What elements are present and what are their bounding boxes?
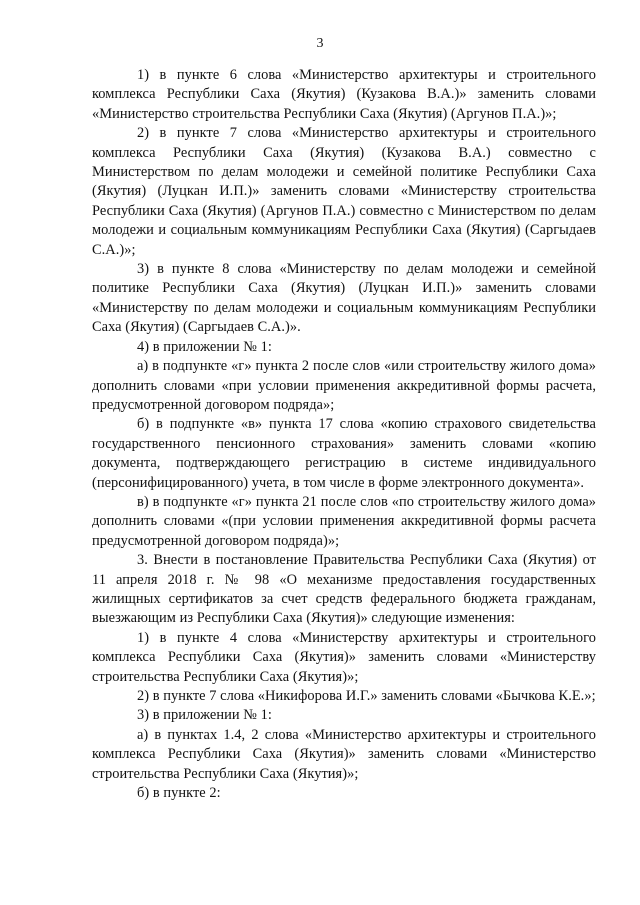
- paragraph-13: б) в пункте 2:: [137, 785, 221, 802]
- paragraph-7: в) в подпункте «г» пункта 21 после слов «по строительству жилого дома» дополнить словами «(при условии применения аккредитивной формы расчета предусмотренной договором подряда)»;: [92, 493, 596, 549]
- paragraph-12: а) в пунктах 1.4, 2 слова «Министерство архитектуры и строительного комплекса Республики Саха (Якутия)» заменить словами «Министерство строительства Республики Саха (Якутия)»;: [92, 726, 596, 782]
- paragraph-2: 2) в пункте 7 слова «Министерство архитектуры и строительного комплекса Республики Саха (Якутия) (Кузакова В.А.) совместно с Министерством по делам молодежи и семейной политике Республики Саха (Якутия) (Луцкан И.П.)» заменить словами «Министерству строительства Республики Саха (Якутия) (Аргунов П.А.) совместно с Министерством по делам молодежи и социальным коммуникациям Республики Саха (Якутия) (Саргыдаев С.А.)»;: [92, 125, 596, 258]
- document-body: [92, 66, 596, 803]
- page-number: 3: [316, 36, 324, 51]
- paragraph-6: б) в подпункте «в» пункта 17 слова «копию страхового свидетельства государственного пенсионного страхования» заменить словами «копию документа, подтверждающего регистрацию в системе индивидуального (персонифицированного) учета, в том числе в форме электронного документа».: [92, 416, 596, 491]
- paragraph-4: 4) в приложении № 1:: [137, 338, 272, 355]
- paragraph-11: 3) в приложении № 1:: [137, 707, 272, 724]
- paragraph-5: а) в подпункте «г» пункта 2 после слов «или строительству жилого дома» дополнить словами «при условии применения аккредитивной формы расчета, предусмотренной договором подряда»;: [92, 358, 596, 413]
- paragraph-9: 1) в пункте 4 слова «Министерству архитектуры и строительного комплекса Республики Саха (Якутия)» заменить словами «Министерству строительства Республики Саха (Якутия)»;: [92, 629, 596, 685]
- paragraph-1: 1) в пункте 6 слова «Министерство архитектуры и строительного комплекса Республики Саха (Якутия) (Кузакова В.А.)» заменить словами «Министерство строительства Республики Саха (Якутия) (Аргунов П.А.)»;: [92, 67, 596, 122]
- paragraph-10: 2) в пункте 7 слова «Никифорова И.Г.» заменить словами «Бычкова К.Е.»;: [137, 688, 596, 704]
- paragraph-8: 3. Внести в постановление Правительства Республики Саха (Якутия) от 11 апреля 2018 г. № 98 «О механизме предоставления государственных жилищных сертификатов за счет средств федерального бюджета гражданам, выезжающим из Республики Саха (Якутия)» следующие изменения:: [92, 552, 596, 627]
- paragraph-3: 3) в пункте 8 слова «Министерству по делам молодежи и семейной политике Республики Саха (Якутия) (Луцкан И.П.)» заменить словами «Министерству по делам молодежи и социальным коммуникациям Республики Саха (Якутия) (Саргыдаев С.А.)».: [92, 261, 596, 336]
